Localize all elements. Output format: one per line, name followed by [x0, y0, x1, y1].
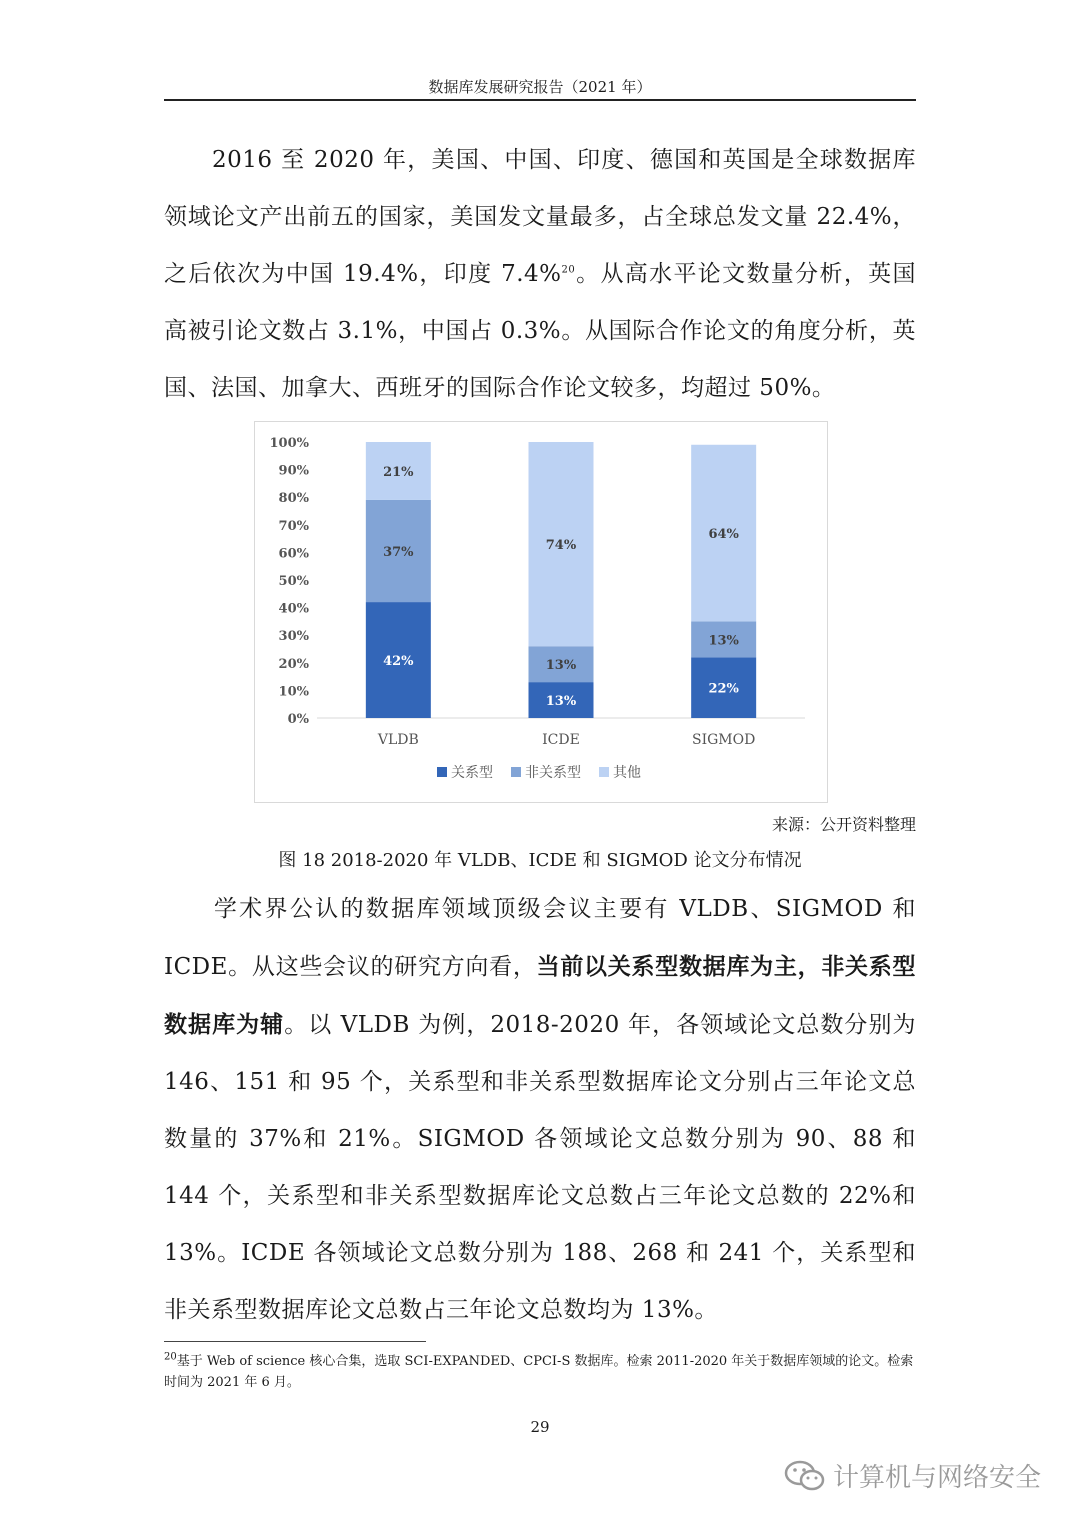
chart [254, 421, 828, 803]
y-tick-label: 90% [278, 463, 309, 479]
paragraph-1-text-a: 2016 至 2020 年，美国、中国、印度、德国和英国是全球数据库领域论文产出前五的国家，美国发文量最多，占全球总发文量 22.4%，之后依次为中国 19.4%，印度 7.4% [164, 147, 916, 287]
watermark-text: 计算机与网络安全 [833, 1463, 1042, 1493]
data-label: 21% [383, 464, 414, 480]
legend-label: 其他 [613, 765, 641, 781]
source-note: 来源：公开资料整理 [771, 815, 916, 834]
wechat-icon [783, 1459, 827, 1493]
x-category-label: ICDE [542, 732, 580, 748]
paragraph-2-bold: 当前以关系型数据库为主，非关系型数据库为辅 [164, 953, 916, 1038]
y-tick-label: 60% [278, 546, 309, 562]
y-tick-label: 20% [278, 656, 309, 672]
data-label: 13% [545, 694, 577, 710]
x-category-label: VLDB [377, 732, 419, 748]
footnote-ref[interactable]: 20 [561, 264, 576, 276]
stacked-bar-chart [255, 422, 827, 802]
data-label: 13% [708, 633, 739, 649]
paragraph-2-text-a: 学术界公认的数据库领域顶级会议主要有 VLDB、SIGMOD 和 ICDE。从这些会议的研究方向看， [164, 896, 916, 980]
y-tick-label: 70% [278, 518, 309, 534]
legend-swatch [437, 767, 447, 777]
y-tick-label: 40% [278, 601, 309, 617]
data-label: 64% [708, 527, 739, 543]
footnote-text: 基于 Web of science 核心合集，选取 SCI-EXPANDED、CPCI-S 数据库。检索 2011-2020 年关于数据库领域的论文。检索时间为 2021 年 6 月。 [164, 1354, 914, 1390]
data-label: 13% [545, 658, 577, 674]
paragraph-2 [164, 881, 916, 1339]
data-label: 74% [545, 538, 577, 554]
y-tick-label: 100% [269, 436, 309, 451]
y-tick-label: 30% [278, 629, 309, 645]
footnote-rule [164, 1341, 426, 1342]
paragraph-1-text-b: 。从高水平论文数量分析，英国高被引论文数占 3.1%，中国占 0.3%。从国际合作论文的角度分析，英国、法国、加拿大、西班牙的国际合作论文较多，均超过 50%。 [164, 261, 917, 401]
y-tick-label: 80% [278, 491, 309, 507]
paragraph-2-text-b: 。以 VLDB 为例，2018-2020 年，各领域论文总数分别为 146、151 和 95 个，关系型和非关系型数据库论文分别占三年论文总数量的 37%和 21%。SIGMOD 各领域论文总数分别为 90、88 和 144 个，关系型和非关系型数据库论文总数占三年论文总数的 22%和 13%。ICDE 各领域论文总数分别为 188、268 和 241 个，关系型和非关系型数据库论文总数占三年论文总数均为 13%。 [164, 1012, 917, 1323]
page-number: 29 [530, 1418, 550, 1436]
data-label: 22% [708, 681, 739, 697]
figure-caption: 图 18 2018-2020 年 VLDB、ICDE 和 SIGMOD 论文分布情况 [278, 850, 802, 871]
x-category-label: SIGMOD [691, 732, 756, 748]
running-header: 数据库发展研究报告（2021 年） [428, 78, 652, 96]
y-tick-label: 10% [278, 684, 309, 700]
footnote-number: 20 [164, 1351, 177, 1363]
paragraph-1 [164, 132, 916, 417]
legend-swatch [511, 767, 521, 777]
header-rule [164, 99, 916, 101]
footnote [164, 1351, 916, 1393]
legend-label: 关系型 [451, 765, 493, 781]
data-label: 37% [383, 545, 414, 561]
y-tick-label: 50% [278, 574, 309, 589]
legend-label: 非关系型 [525, 765, 581, 781]
legend-swatch [599, 767, 609, 777]
y-tick-label: 0% [287, 712, 309, 727]
data-label: 42% [383, 654, 414, 670]
